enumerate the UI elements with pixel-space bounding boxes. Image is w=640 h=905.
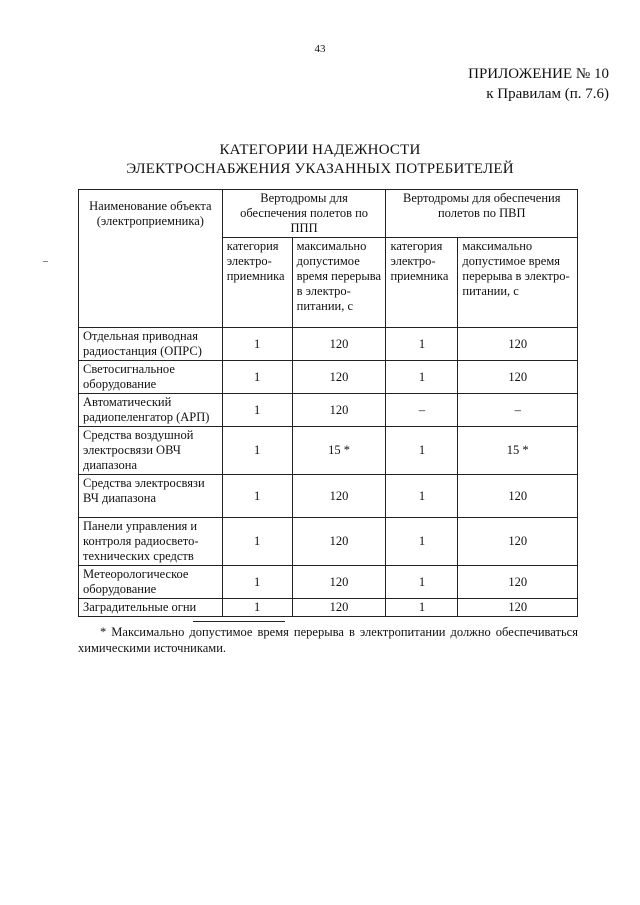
margin-mark: –	[43, 256, 48, 267]
table-row	[79, 394, 578, 427]
table-row	[79, 361, 578, 394]
document-title	[0, 141, 640, 179]
object-name: Метеорологическое оборудование	[79, 566, 223, 599]
time-ppp: 120	[292, 475, 386, 518]
category-pvp: 1	[386, 427, 458, 475]
time-ppp: 120	[292, 328, 386, 361]
title-line-1: КАТЕГОРИИ НАДЕЖНОСТИ	[219, 142, 421, 158]
category-pvp: 1	[386, 599, 458, 617]
category-ppp: 1	[222, 566, 292, 599]
category-pvp: 1	[386, 361, 458, 394]
object-name: Светосигнальное оборудование	[79, 361, 223, 394]
time-ppp: 120	[292, 566, 386, 599]
table-row	[79, 475, 578, 518]
reliability-table	[78, 189, 578, 617]
time-ppp: 120	[292, 361, 386, 394]
table-row	[79, 518, 578, 566]
time-ppp: 120	[292, 599, 386, 617]
category-ppp: 1	[222, 518, 292, 566]
subheader-category-ppp: категория электро- приемника	[222, 238, 292, 328]
time-pvp: 120	[458, 566, 578, 599]
object-name: Средства электросвязи ВЧ диапазона	[79, 475, 223, 518]
header-object: Наименование объекта (электроприемника)	[79, 190, 223, 328]
time-pvp: 120	[458, 475, 578, 518]
header-pvp: Вертодромы для обеспечения полетов по ПВП	[386, 190, 578, 238]
category-ppp: 1	[222, 475, 292, 518]
object-name: Автоматический радиопеленгатор (АРП)	[79, 394, 223, 427]
table-header	[79, 190, 578, 328]
time-pvp: 120	[458, 518, 578, 566]
category-ppp: 1	[222, 599, 292, 617]
appendix-line-2: к Правилам (п. 7.6)	[486, 86, 609, 102]
category-pvp: 1	[386, 475, 458, 518]
table-body	[79, 328, 578, 617]
table-row	[79, 328, 578, 361]
object-name: Заградительные огни	[79, 599, 223, 617]
table-row	[79, 566, 578, 599]
time-ppp: 120	[292, 394, 386, 427]
category-pvp: –	[386, 394, 458, 427]
category-pvp: 1	[386, 566, 458, 599]
object-name: Панели управления и контроля радиосвето- технических средств	[79, 518, 223, 566]
category-ppp: 1	[222, 394, 292, 427]
category-pvp: 1	[386, 328, 458, 361]
object-name: Средства воздушной электросвязи ОВЧ диапазона	[79, 427, 223, 475]
header-row	[79, 190, 578, 238]
time-ppp: 120	[292, 518, 386, 566]
time-pvp: 120	[458, 599, 578, 617]
table-row	[79, 599, 578, 617]
category-pvp: 1	[386, 518, 458, 566]
header-ppp: Вертодромы для обеспечения полетов по ППП	[222, 190, 386, 238]
appendix-reference	[468, 64, 609, 104]
page-number: 43	[314, 43, 326, 55]
footnote: * Максимально допустимое время перерыва в электропитании должно обеспечиваться химическими источниками.	[78, 625, 578, 655]
object-name: Отдельная приводная радиостанция (ОПРС)	[79, 328, 223, 361]
appendix-line-1: ПРИЛОЖЕНИЕ № 10	[468, 66, 609, 82]
subheader-time-pvp: максимально допустимое время перерыва в электро-питании, с	[458, 238, 578, 328]
time-pvp: 15 *	[458, 427, 578, 475]
category-ppp: 1	[222, 328, 292, 361]
category-ppp: 1	[222, 427, 292, 475]
title-line-2: ЭЛЕКТРОСНАБЖЕНИЯ УКАЗАННЫХ ПОТРЕБИТЕЛЕЙ	[126, 161, 514, 177]
time-pvp: 120	[458, 361, 578, 394]
time-pvp: –	[458, 394, 578, 427]
footnote-divider	[193, 621, 285, 622]
subheader-time-ppp: максимально допустимое время перерыва в электро- питании, с	[292, 238, 386, 328]
table-row	[79, 427, 578, 475]
category-ppp: 1	[222, 361, 292, 394]
subheader-category-pvp: категория электро- приемника	[386, 238, 458, 328]
time-ppp: 15 *	[292, 427, 386, 475]
time-pvp: 120	[458, 328, 578, 361]
